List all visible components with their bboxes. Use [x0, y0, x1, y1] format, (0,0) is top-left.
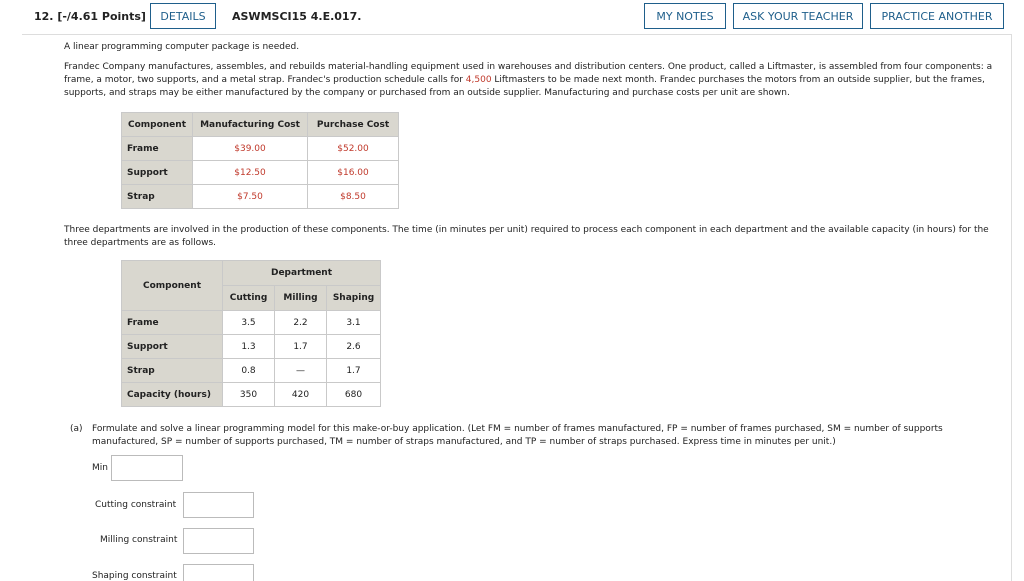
row-label: Support — [122, 161, 193, 185]
liftmaster-quantity: 4,500 — [465, 75, 492, 85]
milling-constraint-label: Milling constraint — [100, 535, 178, 545]
table-cell: 680 — [327, 383, 381, 407]
table-cell: 2.6 — [327, 335, 381, 359]
row-label: Frame — [122, 311, 223, 335]
row-label: Strap — [122, 359, 223, 383]
table-cell: 0.8 — [223, 359, 275, 383]
table-cell: $16.00 — [308, 161, 399, 185]
intro-text: A linear programming computer package is needed. — [64, 42, 300, 52]
problem-paragraph-1 — [64, 61, 1004, 100]
part-a-text: Formulate and solve a linear programming model for this make-or-buy application. (Let FM = number of frames manufactured, FP = number of frames purchased, SM = number of supports manufactured, SP = number of supports purchased, TM = number of straps manufactured, and TP = number of straps purchased. Express time in minutes per unit.) — [92, 424, 943, 447]
problem-paragraph-2-wrap — [64, 224, 1004, 250]
department-header: Department — [223, 261, 381, 286]
part-a-label: (a) — [70, 424, 83, 434]
table-row — [122, 335, 381, 359]
table-cell: 350 — [223, 383, 275, 407]
divider — [22, 34, 1012, 35]
table-cell: $39.00 — [193, 137, 308, 161]
question-header — [22, 0, 1012, 32]
table-cell: — — [275, 359, 327, 383]
table-cell: 420 — [275, 383, 327, 407]
table-cell: $52.00 — [308, 137, 399, 161]
part-a — [70, 423, 990, 449]
row-label: Capacity (hours) — [122, 383, 223, 407]
table-cell: $12.50 — [193, 161, 308, 185]
table-cell: 1.7 — [275, 335, 327, 359]
column-header: Component — [122, 113, 193, 137]
objective-input[interactable] — [111, 455, 183, 481]
table-row — [122, 311, 381, 335]
table-row — [122, 359, 381, 383]
ask-teacher-button[interactable]: ASK YOUR TEACHER — [733, 3, 863, 29]
question-number: 12. [-/4.61 Points] — [34, 10, 146, 23]
column-header: Manufacturing Cost — [193, 113, 308, 137]
table-cell: 1.3 — [223, 335, 275, 359]
table-row — [122, 137, 399, 161]
table-cell: 1.7 — [327, 359, 381, 383]
para1-start: Frandec Company manufactures, assembles, and rebuilds material-handling equipment used in warehouses and distribution centers. One product, called a Liftmaster, is assembled from four components: a frame, a motor, two supports, and a metal strap. Frandec's production schedule calls for — [64, 62, 993, 85]
table-cell: 3.1 — [327, 311, 381, 335]
details-button[interactable]: DETAILS — [150, 3, 216, 29]
cutting-constraint-label: Cutting constraint — [95, 500, 177, 510]
problem-text — [64, 41, 1004, 100]
row-label: Support — [122, 335, 223, 359]
problem-paragraph-2: Three departments are involved in the production of these components. The time (in minutes per unit) required to process each component in each department and the available capacity (in hours) for the three departments are as follows. — [64, 225, 989, 248]
row-label: Strap — [122, 185, 193, 209]
column-header: Component — [122, 261, 223, 311]
para1-end: Liftmasters to be made next month. Frandec purchases the motors from an outside supplier, but the frames, supports, and straps may be either manufactured by the company or purchased from an outside supplier. Manufacturing and purchase costs per unit are shown. — [64, 75, 985, 98]
my-notes-button[interactable]: MY NOTES — [644, 3, 726, 29]
column-header: Cutting — [223, 286, 275, 311]
practice-another-button[interactable]: PRACTICE ANOTHER — [870, 3, 1004, 29]
table-cell: $7.50 — [193, 185, 308, 209]
table-row — [122, 161, 399, 185]
problem-id: ASWMSCI15 4.E.017. — [232, 10, 362, 23]
table-row — [122, 383, 381, 407]
cutting-constraint-input[interactable] — [183, 492, 254, 518]
cost-table — [121, 112, 399, 209]
row-label: Frame — [122, 137, 193, 161]
column-header: Shaping — [327, 286, 381, 311]
min-label: Min — [92, 463, 108, 473]
department-table — [121, 260, 381, 407]
shaping-constraint-input[interactable] — [183, 564, 254, 581]
table-cell: 3.5 — [223, 311, 275, 335]
table-cell: 2.2 — [275, 311, 327, 335]
divider — [1011, 34, 1012, 581]
column-header: Purchase Cost — [308, 113, 399, 137]
milling-constraint-input[interactable] — [183, 528, 254, 554]
table-row — [122, 185, 399, 209]
shaping-constraint-label: Shaping constraint — [92, 571, 177, 581]
table-cell: $8.50 — [308, 185, 399, 209]
column-header: Milling — [275, 286, 327, 311]
